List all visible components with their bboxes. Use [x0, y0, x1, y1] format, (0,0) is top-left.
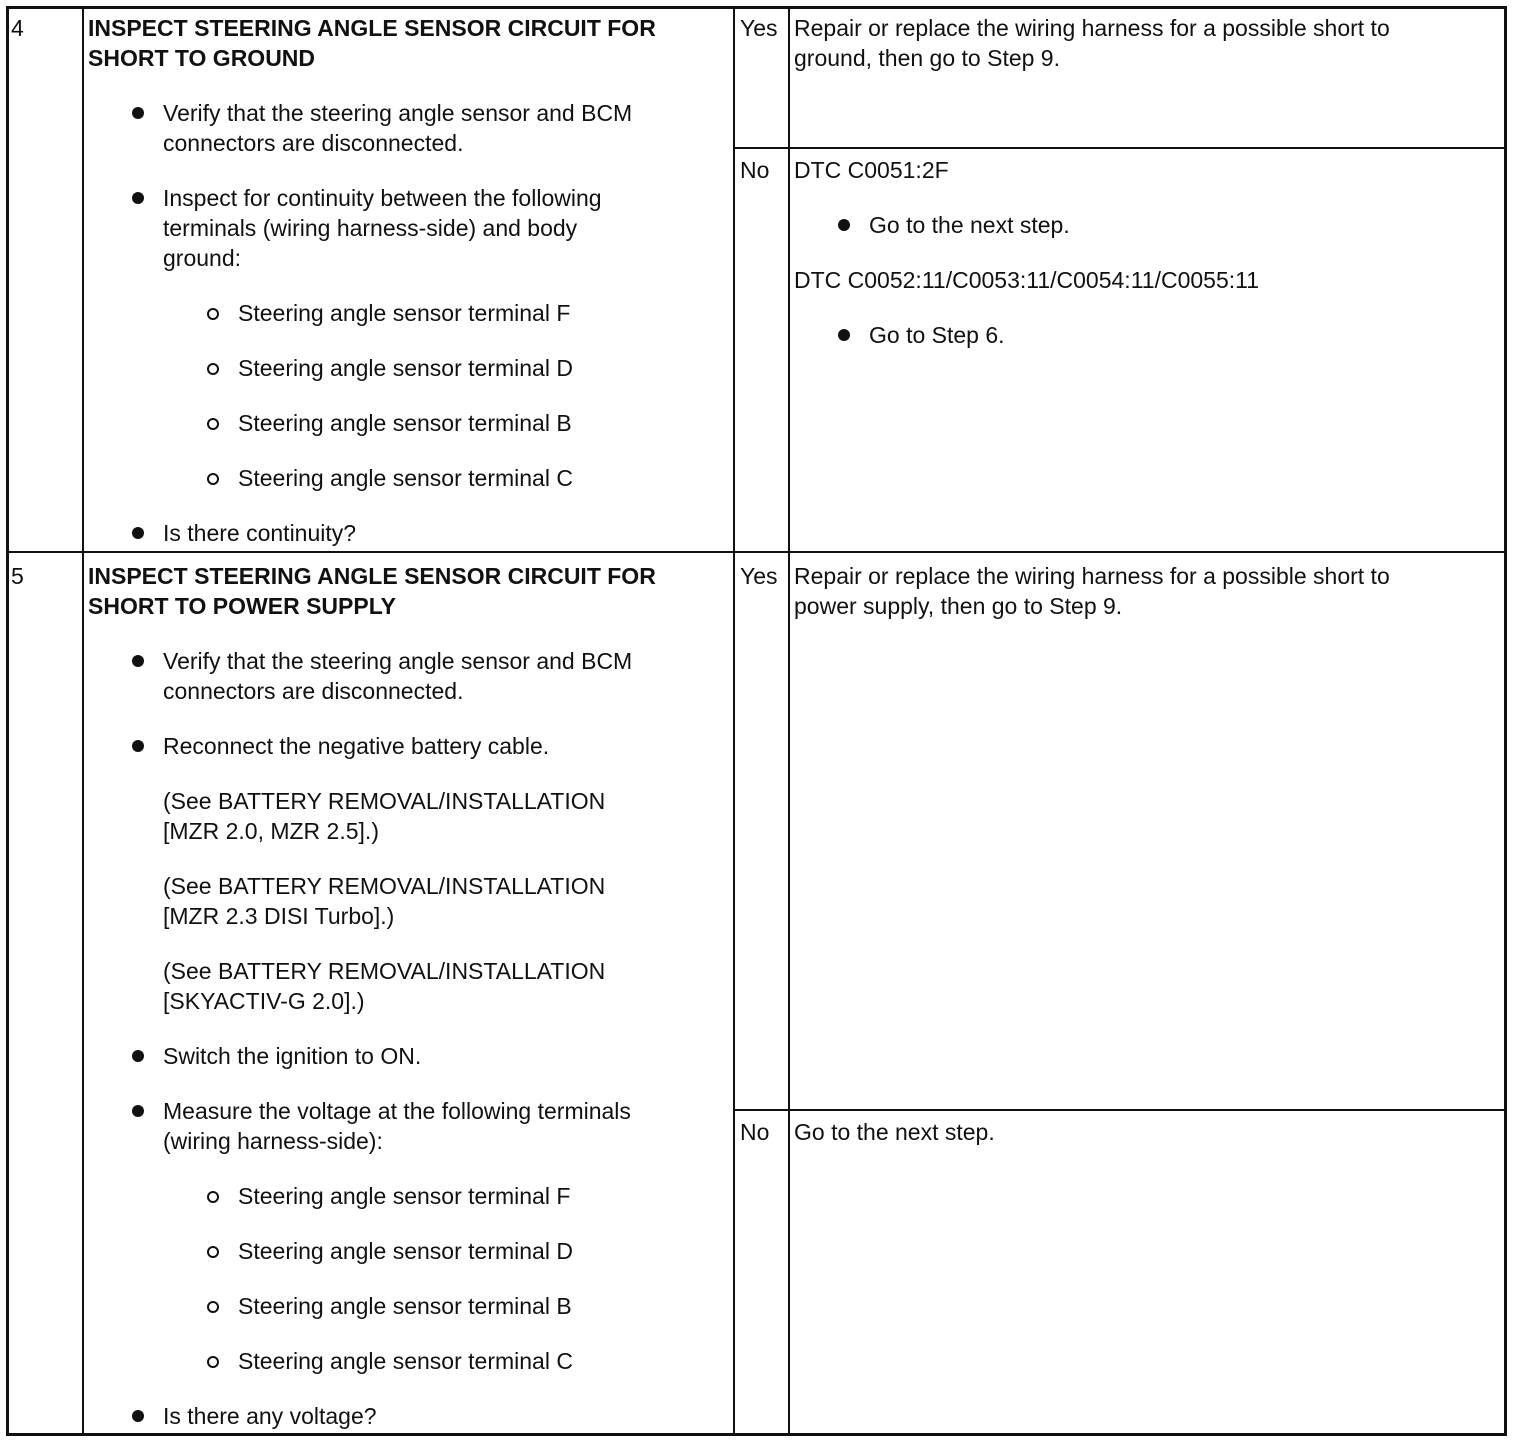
sub-bullet-item: Steering angle sensor terminal F: [88, 1181, 724, 1211]
result-text: ground, then go to Step 9.: [794, 45, 1060, 71]
step-number: 4: [11, 15, 24, 41]
sub-bullet-item: Steering angle sensor terminal F: [88, 298, 724, 328]
reference-text: [SKYACTIV-G 2.0].): [163, 988, 365, 1014]
bullet-item: [88, 1096, 724, 1156]
bullet-item: [88, 98, 724, 158]
row-divider-step5-yes-no: [733, 1109, 1507, 1111]
step-title-line: SHORT TO GROUND: [88, 45, 316, 71]
step-4-no-result: [794, 155, 1494, 350]
sub-bullet-item: Steering angle sensor terminal D: [88, 1236, 724, 1266]
bullet-text: (wiring harness-side):: [163, 1128, 383, 1154]
answer-no-label: No: [740, 157, 770, 183]
reference-text: [MZR 2.3 DISI Turbo].): [163, 903, 395, 929]
dtc-code: DTC C0052:11/C0053:11/C0054:11/C0055:11: [794, 267, 1259, 293]
bullet-text: ground:: [163, 245, 242, 271]
sub-bullet-item: Steering angle sensor terminal C: [88, 1346, 724, 1376]
bullet-item: Reconnect the negative battery cable.: [88, 731, 724, 761]
column-divider-answer: [788, 6, 790, 1436]
bullet-item: Switch the ignition to ON.: [88, 1041, 724, 1071]
sub-bullet-item: Steering angle sensor terminal B: [88, 1291, 724, 1321]
step-4-procedure: [88, 13, 724, 548]
bullet-item: Go to Step 6.: [794, 320, 1494, 350]
row-divider-step4-yes-no: [733, 147, 1507, 149]
reference-text: [MZR 2.0, MZR 2.5].): [163, 818, 379, 844]
step-4-yes-result: [794, 13, 1494, 73]
answer-yes-label: Yes: [740, 15, 778, 41]
step-5-procedure: [88, 561, 724, 1431]
step-5-yes-result: [794, 561, 1494, 621]
result-text: Repair or replace the wiring harness for a possible short to: [794, 15, 1390, 41]
reference-text: (See BATTERY REMOVAL/INSTALLATION: [163, 958, 606, 984]
column-divider-procedure: [733, 6, 735, 1436]
sub-bullet-item: Steering angle sensor terminal B: [88, 408, 724, 438]
sub-bullet-item: Steering angle sensor terminal C: [88, 463, 724, 493]
bullet-item: [88, 646, 724, 706]
bullet-text: Measure the voltage at the following terminals: [163, 1098, 631, 1124]
dtc-code: DTC C0051:2F: [794, 157, 949, 183]
result-text: Repair or replace the wiring harness for a possible short to: [794, 563, 1390, 589]
bullet-text: connectors are disconnected.: [163, 130, 464, 156]
bullet-item: [88, 183, 724, 273]
sub-bullet-item: Steering angle sensor terminal D: [88, 353, 724, 383]
bullet-text: Verify that the steering angle sensor and BCM: [163, 648, 633, 674]
step-title-line: INSPECT STEERING ANGLE SENSOR CIRCUIT FOR: [88, 563, 656, 589]
answer-yes-label: Yes: [740, 563, 778, 589]
answer-no-label: No: [740, 1119, 770, 1145]
bullet-text: Inspect for continuity between the following: [163, 185, 602, 211]
step-5-no-result: Go to the next step.: [794, 1119, 995, 1145]
question-item: Is there continuity?: [88, 518, 724, 548]
result-text: power supply, then go to Step 9.: [794, 593, 1123, 619]
bullet-text: Verify that the steering angle sensor and BCM: [163, 100, 633, 126]
reference-text: (See BATTERY REMOVAL/INSTALLATION: [163, 873, 606, 899]
reference-note: [88, 871, 724, 931]
step-number: 5: [11, 563, 24, 589]
reference-text: (See BATTERY REMOVAL/INSTALLATION: [163, 788, 606, 814]
question-item: Is there any voltage?: [88, 1401, 724, 1431]
bullet-item: Go to the next step.: [794, 210, 1494, 240]
bullet-text: terminals (wiring harness-side) and body: [163, 215, 578, 241]
step-title-line: INSPECT STEERING ANGLE SENSOR CIRCUIT FOR: [88, 15, 656, 41]
column-divider-step: [82, 6, 84, 1436]
bullet-text: connectors are disconnected.: [163, 678, 464, 704]
step-title-line: SHORT TO POWER SUPPLY: [88, 593, 396, 619]
reference-note: [88, 956, 724, 1016]
reference-note: [88, 786, 724, 846]
row-divider-step4-step5: [6, 551, 1507, 553]
